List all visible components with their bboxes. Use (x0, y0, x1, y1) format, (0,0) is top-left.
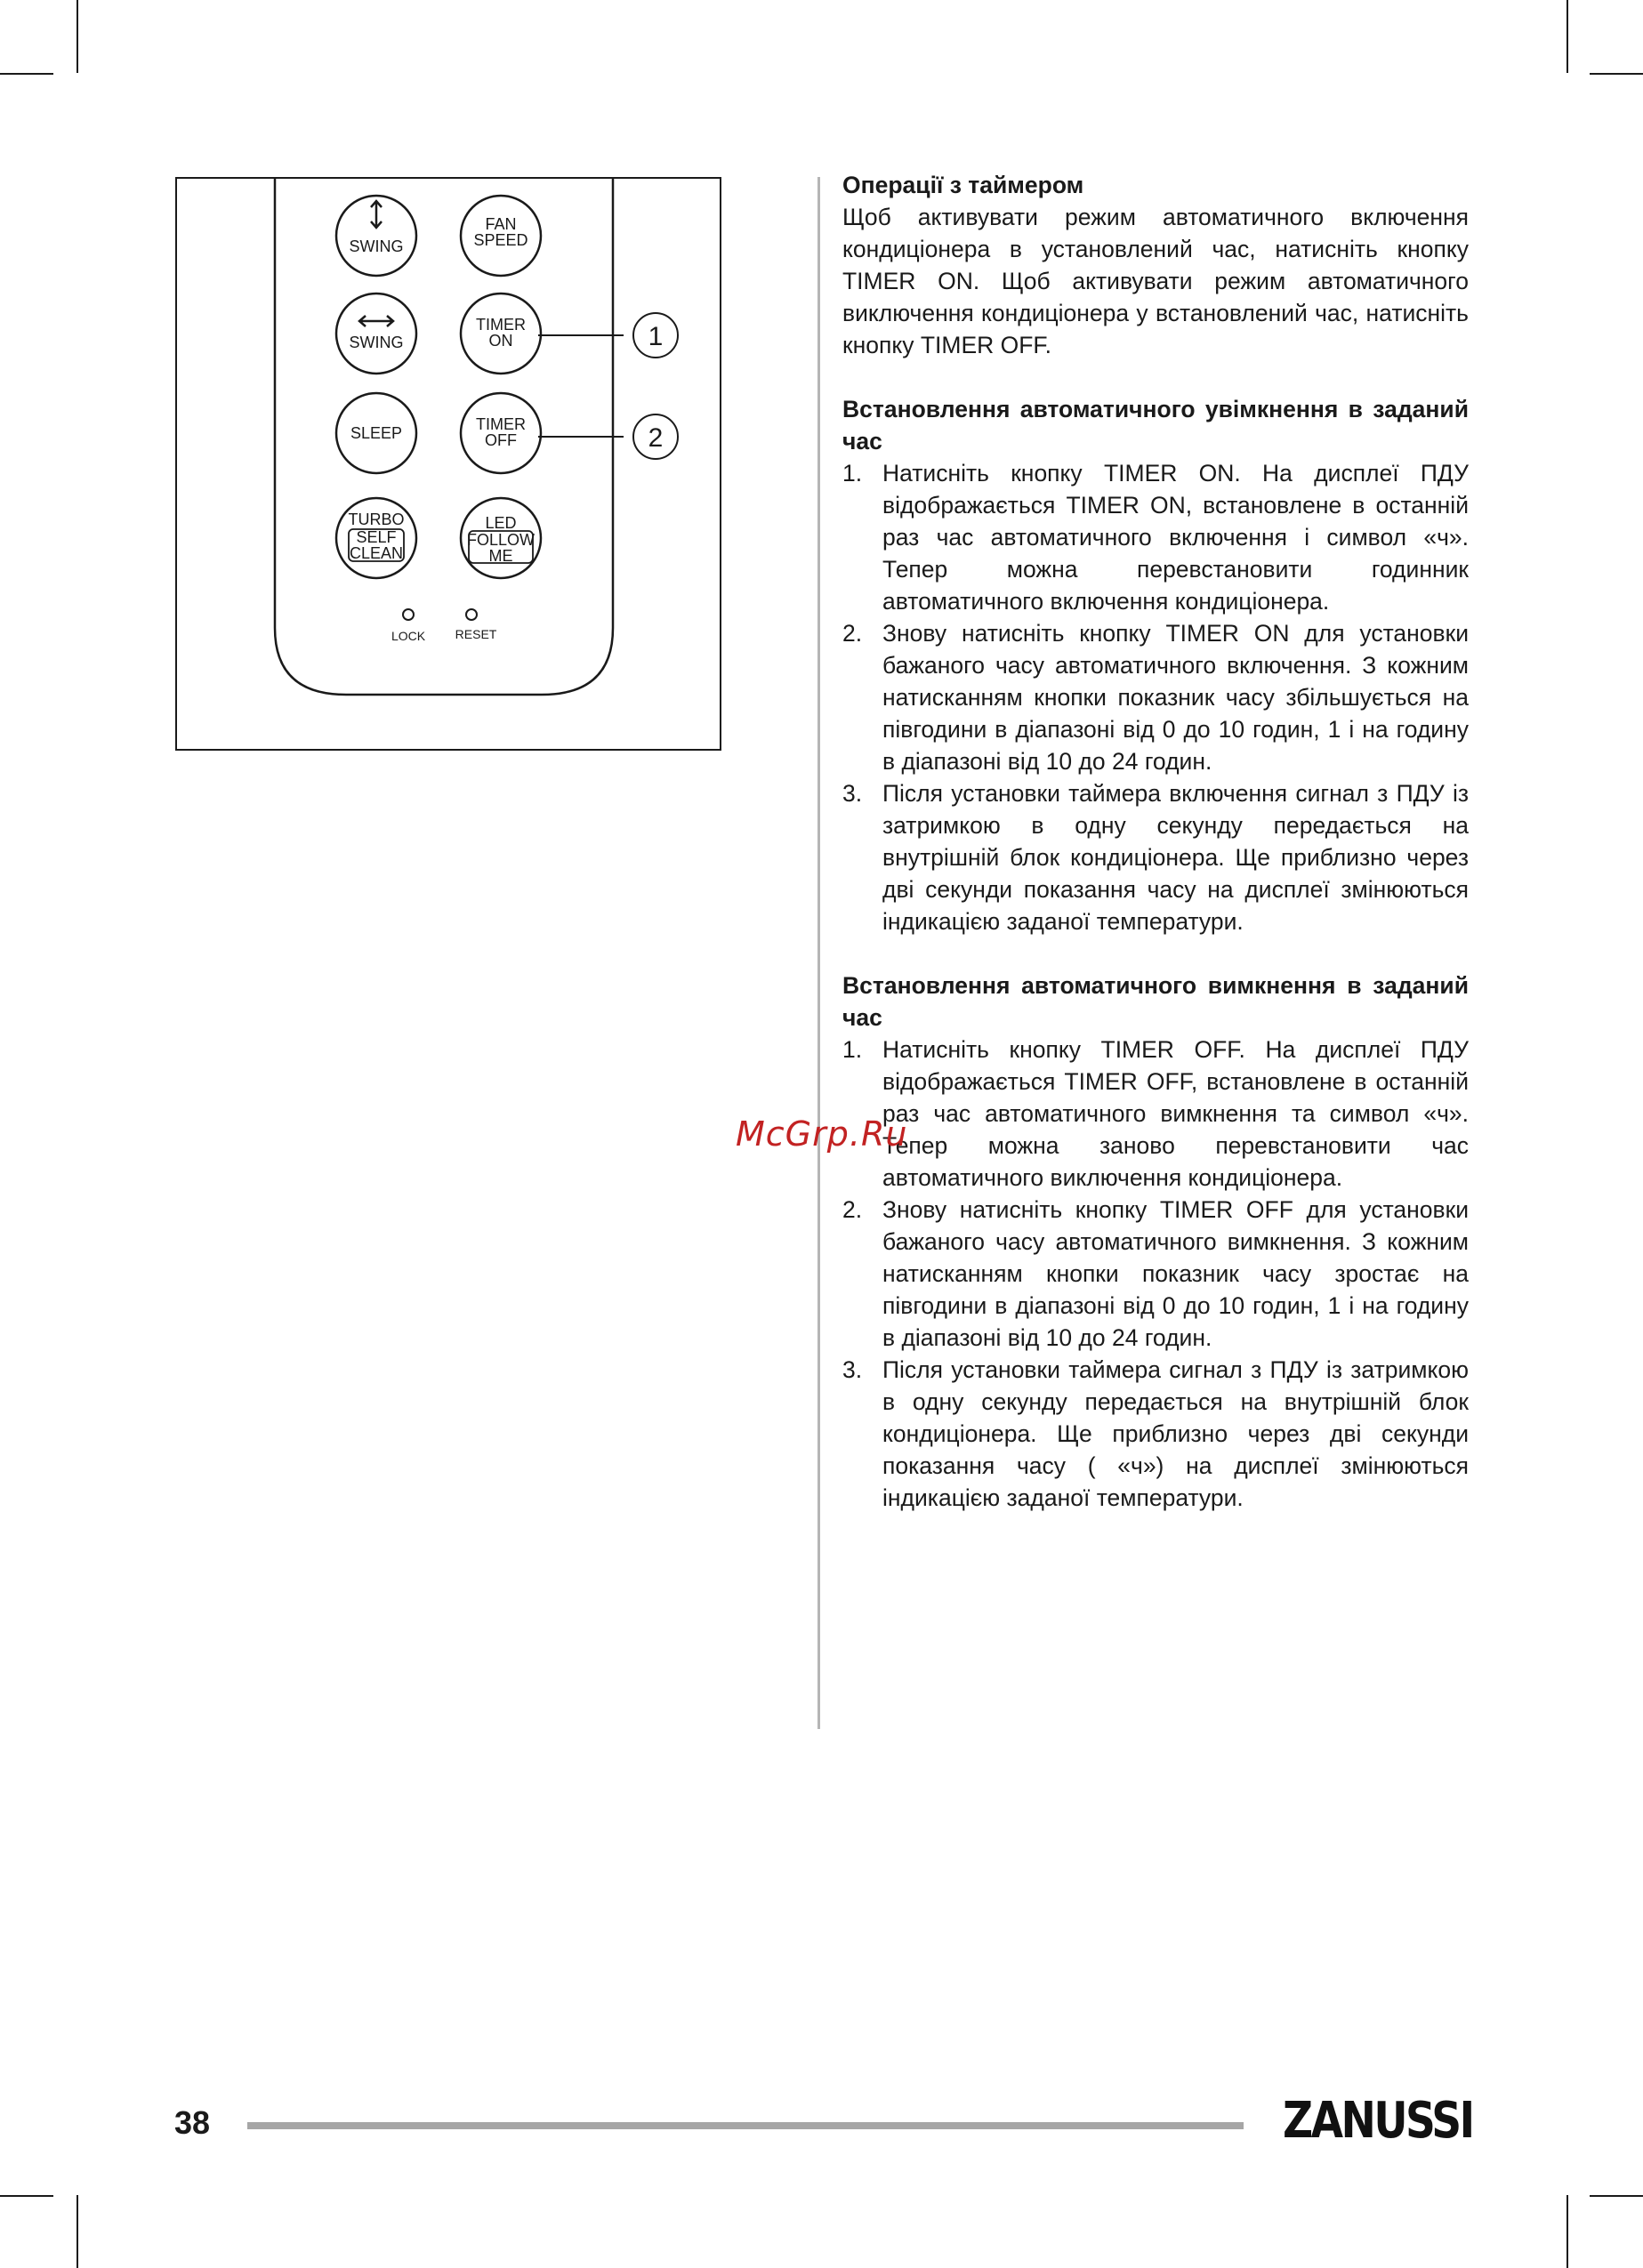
list-item (842, 457, 1469, 617)
crop-mark (77, 0, 78, 73)
auto-off-steps (842, 1033, 1469, 1514)
brand-logo: ZANUSSI (1283, 2092, 1473, 2150)
crop-mark (77, 2195, 78, 2268)
list-item (842, 1033, 1469, 1194)
crop-mark (1566, 2195, 1568, 2268)
sleep-label: SLEEP (350, 424, 403, 442)
list-item (842, 1194, 1469, 1354)
timer-off-button (461, 393, 541, 473)
step-number: 2. (842, 1196, 863, 1223)
callout-number-1: 1 (648, 322, 664, 351)
step-text: Знову натисніть кнопку TIMER OFF для установки бажаного часу автоматичного вимкнення. З кожним натисканням кнопки показник часу зростає на півгодини в діапазоні від 0 до 10 годин, 1 і на годину в діапазоні від 10 до 24 годин. (882, 1196, 1469, 1351)
watermark: McGrp.Ru (736, 1114, 908, 1154)
section-heading-auto-off: Встановлення автоматичного вимкнення в заданий час (842, 972, 1469, 1031)
list-item (842, 777, 1469, 937)
turbo-self-clean-button (336, 498, 416, 578)
step-text: Після установки таймера включення сигнал з ПДУ із затримкою в одну секунду передається на внутрішній блок кондиціонера. Ще приблизно через дві секунди показання часу на дисплеї змінюються індикацією заданої температури. (882, 780, 1469, 935)
sleep-button (336, 393, 416, 473)
reset-pinhole (455, 609, 497, 641)
turbo-label: TURBO (348, 511, 405, 528)
list-item (842, 1354, 1469, 1514)
swing-vertical-label: SWING (349, 237, 404, 255)
self-label: SELF (356, 528, 397, 546)
timer-on-button (461, 294, 541, 374)
list-item (842, 617, 1469, 777)
vertical-arrow-icon (371, 201, 382, 228)
crop-mark (0, 73, 53, 75)
step-number: 2. (842, 620, 863, 647)
step-text: Натисніть кнопку TIMER OFF. На дисплеї ПДУ відображається TIMER OFF, встановлене в останній раз час автоматичного вимкнення та символ «ч». Тепер можна заново перевстановити час автоматичного виключення кондиціонера. (882, 1036, 1469, 1191)
column-divider (817, 177, 820, 1729)
page-number: 38 (174, 2104, 211, 2141)
lock-label: LOCK (391, 629, 426, 643)
crop-mark (0, 2195, 53, 2197)
fan-speed-button (461, 196, 541, 276)
callout-number-2: 2 (648, 423, 664, 453)
auto-on-steps (842, 457, 1469, 937)
callout-timer-off (538, 414, 678, 459)
clean-label: CLEAN (349, 544, 404, 562)
section-heading-auto-on: Встановлення автоматичного увімкнення в заданий час (842, 396, 1469, 454)
step-text: Після установки таймера сигнал з ПДУ із затримкою в одну секунду передається на внутрішній блок кондиціонера. Ще приблизно через дві секунди показання часу ( «ч») на дисплеї змінюються індикацією заданої температури. (882, 1356, 1469, 1511)
step-text: Натисніть кнопку TIMER ON. На дисплеї ПДУ відображається TIMER ON, встановлене в останній раз час автоматичного включення і символ «ч». Тепер можна перевстановити годинник автоматичного включення кондиціонера. (882, 460, 1469, 615)
fan-speed-label-line1: FAN (485, 215, 517, 233)
swing-horizontal-label: SWING (349, 334, 404, 351)
step-number: 1. (842, 460, 863, 487)
timer-off-label-line1: TIMER (476, 415, 526, 433)
lock-pinhole (391, 609, 426, 643)
callout-timer-on (538, 313, 678, 358)
remote-control-figure (175, 177, 721, 751)
led-label: LED (485, 514, 517, 532)
timer-on-label-line1: TIMER (476, 316, 526, 334)
swing-vertical-button (336, 196, 416, 276)
footer-rule (247, 2122, 1244, 2129)
step-number: 3. (842, 780, 863, 807)
timer-operations-paragraph: Щоб активувати режим автоматичного включення кондиціонера в установлений час, натисніть кнопку TIMER ON. Щоб активувати режим автоматичного виключення кондиціонера у встановлений час, натисніть кнопку TIMER OFF. (842, 204, 1469, 358)
swing-horizontal-button (336, 294, 416, 374)
timer-off-label-line2: OFF (485, 431, 517, 449)
step-text: Знову натисніть кнопку TIMER ON для установки бажаного часу автоматичного включення. З кожним натисканням кнопки показник часу збільшується на півгодини в діапазоні від 0 до 10 годин, 1 і на годину в діапазоні від 10 до 24 годин. (882, 620, 1469, 775)
follow-label: FOLLOW (466, 531, 536, 549)
remote-control-illustration (177, 179, 723, 752)
crop-mark (1590, 73, 1643, 75)
fan-speed-label-line2: SPEED (473, 231, 528, 249)
step-number: 1. (842, 1036, 863, 1063)
instructions-column (842, 169, 1469, 1514)
led-follow-me-button (461, 498, 541, 578)
section-heading-timer-operations: Операції з таймером (842, 172, 1084, 198)
me-label: ME (488, 547, 513, 565)
timer-on-label-line2: ON (488, 332, 513, 350)
crop-mark (1566, 0, 1568, 73)
crop-mark (1590, 2195, 1643, 2197)
reset-label: RESET (455, 627, 497, 641)
step-number: 3. (842, 1356, 863, 1383)
horizontal-arrow-icon (359, 316, 393, 326)
